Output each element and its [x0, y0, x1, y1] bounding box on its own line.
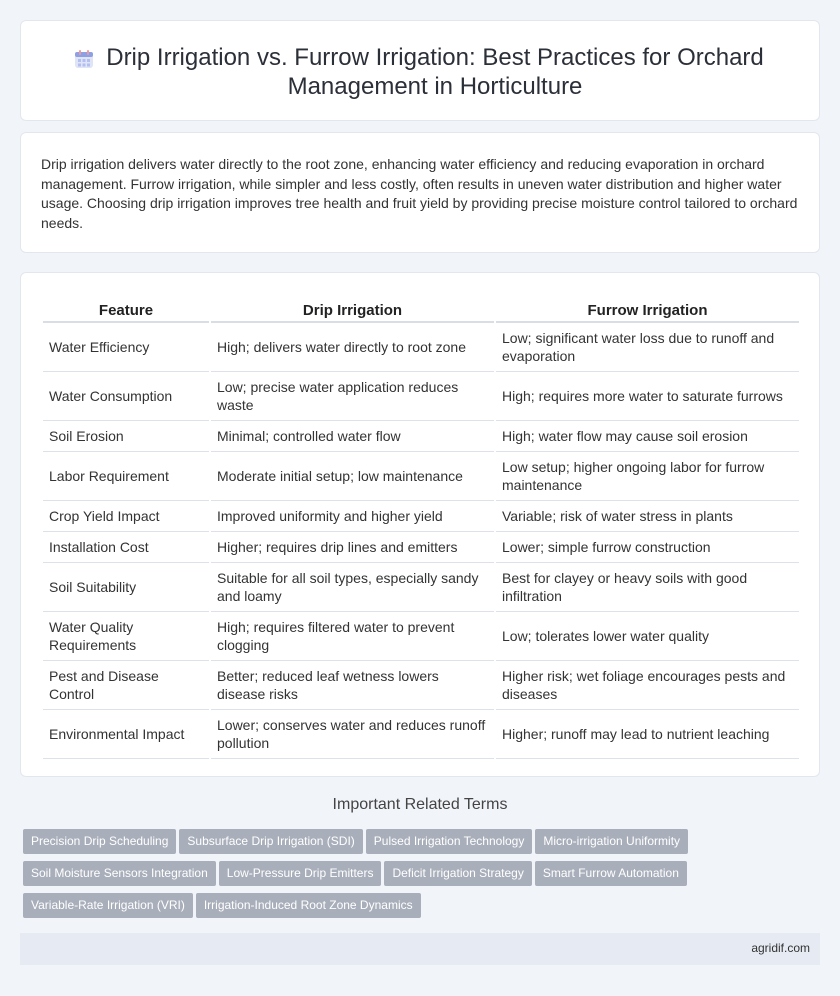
- furrow-cell: Low; significant water loss due to runoff and evaporation: [496, 323, 799, 372]
- furrow-cell: Higher; runoff may lead to nutrient leaching: [496, 710, 799, 759]
- footer: [20, 933, 820, 965]
- furrow-cell: Best for clayey or heavy soils with good infiltration: [496, 563, 799, 612]
- table-row: [43, 563, 799, 612]
- drip-cell: Minimal; controlled water flow: [211, 421, 494, 452]
- related-terms-heading: Important Related Terms: [332, 796, 508, 813]
- related-term-tag[interactable]: Irrigation-Induced Root Zone Dynamics: [196, 893, 421, 918]
- related-term-tag[interactable]: Variable-Rate Irrigation (VRI): [23, 893, 193, 918]
- feature-cell: Soil Suitability: [43, 563, 209, 612]
- feature-cell: Water Efficiency: [43, 323, 209, 372]
- related-terms-list: [23, 829, 723, 925]
- drip-cell: Higher; requires drip lines and emitters: [211, 532, 494, 563]
- furrow-cell: Low; tolerates lower water quality: [496, 612, 799, 661]
- table-row: [43, 710, 799, 759]
- related-term-tag[interactable]: Pulsed Irrigation Technology: [366, 829, 533, 854]
- table-row: [43, 661, 799, 710]
- related-term-tag[interactable]: Smart Furrow Automation: [535, 861, 687, 886]
- table-row: [43, 421, 799, 452]
- header-feature: Feature: [43, 293, 209, 323]
- related-term-tag[interactable]: Micro-irrigation Uniformity: [535, 829, 688, 854]
- feature-cell: Crop Yield Impact: [43, 501, 209, 532]
- furrow-cell: High; requires more water to saturate furrows: [496, 372, 799, 421]
- drip-cell: Improved uniformity and higher yield: [211, 501, 494, 532]
- furrow-cell: High; water flow may cause soil erosion: [496, 421, 799, 452]
- feature-cell: Soil Erosion: [43, 421, 209, 452]
- drip-cell: Moderate initial setup; low maintenance: [211, 452, 494, 501]
- header-drip: Drip Irrigation: [211, 293, 494, 323]
- table-header-row: [43, 293, 799, 323]
- page-title: Drip Irrigation vs. Furrow Irrigation: Best Practices for Orchard Management in Horticulture: [106, 44, 764, 100]
- drip-cell: Lower; conserves water and reduces runoff pollution: [211, 710, 494, 759]
- related-term-tag[interactable]: Deficit Irrigation Strategy: [384, 861, 531, 886]
- table-row: [43, 612, 799, 661]
- drip-cell: High; requires filtered water to prevent clogging: [211, 612, 494, 661]
- drip-cell: Suitable for all soil types, especially sandy and loamy: [211, 563, 494, 612]
- intro-paragraph: Drip irrigation delivers water directly to the root zone, enhancing water efficiency and reducing evaporation in orchard management. Furrow irrigation, while simpler and less costly, often results in uneven water distribution and higher water usage. Choosing drip irrigation improves tree health and fruit yield by providing precise moisture control tailored to orchard needs.: [41, 156, 798, 231]
- furrow-cell: Variable; risk of water stress in plants: [496, 501, 799, 532]
- feature-cell: Installation Cost: [43, 532, 209, 563]
- furrow-cell: Lower; simple furrow construction: [496, 532, 799, 563]
- feature-cell: Pest and Disease Control: [43, 661, 209, 710]
- table-row: [43, 532, 799, 563]
- table-row: [43, 323, 799, 372]
- related-term-tag[interactable]: Precision Drip Scheduling: [23, 829, 176, 854]
- feature-cell: Environmental Impact: [43, 710, 209, 759]
- header-furrow: Furrow Irrigation: [496, 293, 799, 323]
- drip-cell: Better; reduced leaf wetness lowers disease risks: [211, 661, 494, 710]
- comparison-table-card: [20, 272, 820, 777]
- drip-cell: Low; precise water application reduces waste: [211, 372, 494, 421]
- title-card: [20, 20, 820, 121]
- related-term-tag[interactable]: Low-Pressure Drip Emitters: [219, 861, 382, 886]
- drip-cell: High; delivers water directly to root zone: [211, 323, 494, 372]
- footer-site-link[interactable]: agridif.com: [751, 941, 810, 955]
- table-row: [43, 372, 799, 421]
- table-row: [43, 501, 799, 532]
- related-term-tag[interactable]: Soil Moisture Sensors Integration: [23, 861, 216, 886]
- feature-cell: Labor Requirement: [43, 452, 209, 501]
- furrow-cell: Higher risk; wet foliage encourages pests and diseases: [496, 661, 799, 710]
- comparison-table: [41, 293, 801, 759]
- related-term-tag[interactable]: Subsurface Drip Irrigation (SDI): [179, 829, 362, 854]
- intro-card: [20, 132, 820, 253]
- feature-cell: Water Consumption: [43, 372, 209, 421]
- table-row: [43, 452, 799, 501]
- furrow-cell: Low setup; higher ongoing labor for furrow maintenance: [496, 452, 799, 501]
- feature-cell: Water Quality Requirements: [43, 612, 209, 661]
